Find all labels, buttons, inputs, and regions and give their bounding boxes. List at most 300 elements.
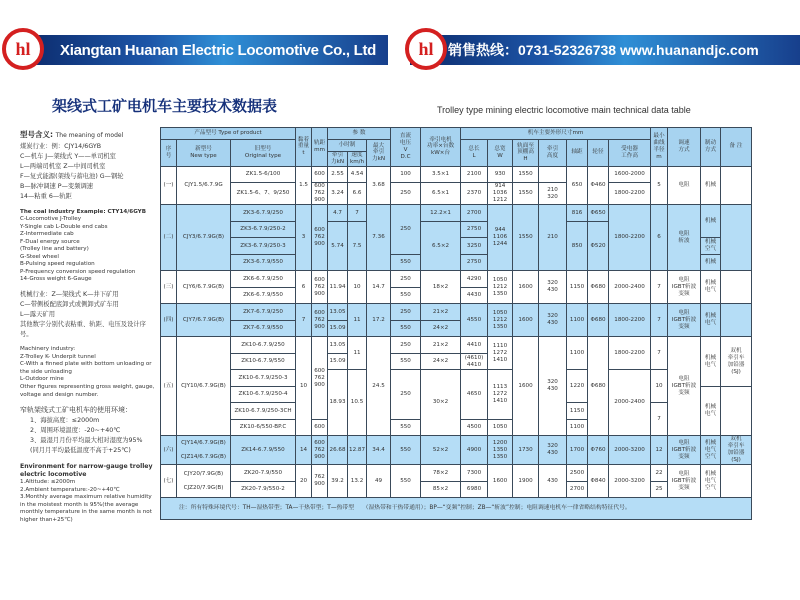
table-cell: 电阻 (668, 166, 701, 204)
table-cell: Φ680 (588, 271, 609, 304)
table-cell: 550 (391, 465, 421, 498)
text-line: 3、最湿月月份平均最大相对湿度为95% (30, 437, 143, 445)
table-cell: 550 (391, 320, 421, 337)
table-cell: 30×2 (421, 370, 461, 436)
table-cell: 1.5 (296, 166, 312, 204)
table-cell: 49 (367, 465, 391, 498)
table-cell: 1113 1272 1410 (488, 370, 513, 420)
table-cell: 4650 (461, 370, 488, 420)
table-cell: 1600 (513, 304, 539, 337)
table-cell: 11 (348, 337, 367, 370)
machinery-cn (20, 290, 157, 340)
table-cell: 1600 (513, 271, 539, 304)
table-cell: 600 762 900 (312, 337, 328, 420)
table-cell: Φ680 (588, 337, 609, 436)
table-cell: 210 320 (539, 183, 567, 205)
table-cell: ZK6-6.7.9/250 (231, 271, 296, 288)
table-row (161, 304, 752, 321)
text-line: (同月月平均最低温度不高于+25℃) (30, 447, 131, 455)
table-cell (721, 205, 752, 271)
table-cell: ZK10-6.7.9/250-3 (231, 370, 296, 387)
table-cell: 4.7 (328, 205, 348, 222)
table-cell: 7 (651, 271, 668, 304)
table-cell: CJY3/6.7.9G(B) (177, 205, 231, 271)
table-cell: 3 (296, 205, 312, 271)
table-cell: Φ460 (588, 166, 609, 204)
heading-cn: 型号含义: (20, 130, 53, 139)
table-cell: ZK7-6.7.9/550 (231, 320, 296, 337)
table-cell: 7 (651, 403, 668, 436)
table-cell: 电阻 IGBT斩波 变频 (668, 271, 701, 304)
column-header: 机车主要外形尺寸mm (461, 128, 651, 140)
table-cell: 1100 (567, 337, 588, 370)
column-header: 调速 方式 (668, 128, 701, 167)
table-cell: 4900 (461, 436, 488, 465)
table-cell: 1800-2200 (609, 337, 651, 370)
table-body (161, 166, 752, 519)
table-cell: 电阻 IGBT斩波 变频 (668, 436, 701, 465)
table-cell: ZK20-7.9/550 (231, 465, 296, 482)
hotline-text: 销售热线：0731-52326738 www.huanandjc.com (448, 42, 759, 58)
column-header: 备 注 (721, 128, 752, 167)
table-cell: Φ760 (588, 436, 609, 465)
table-cell: 7 (348, 205, 367, 222)
text-line: C—机车 J—架线式 Y——单司机室 (20, 153, 116, 161)
company-logo: hl (2, 28, 44, 70)
table-cell: 1050 1212 1350 (488, 304, 513, 337)
table-cell: 双机 牵引车 加铅器 (SJ) (721, 436, 752, 465)
table-cell: 21×2 (421, 337, 461, 354)
table-cell: Φ650 (588, 205, 609, 222)
column-header: 总宽 W (488, 140, 513, 167)
header-row (161, 128, 752, 140)
table-cell: 12.2×1 (421, 205, 461, 222)
table-cell: 2750 (461, 221, 488, 238)
table-cell: 2000-2400 (609, 271, 651, 304)
table-cell: 816 (567, 205, 588, 222)
column-header: 直流 电压 V D.C (391, 128, 421, 167)
table-cell: ZK3-6.7.9/250-2 (231, 221, 296, 238)
text-line: F-Dual energy source (20, 238, 80, 245)
table-cell: 14 (296, 436, 312, 465)
text-line: F—复式能源(架线与蓄电池) G—钢轮 (20, 173, 124, 181)
table-cell: 12 (651, 436, 668, 465)
table-cell: (二) (161, 205, 177, 271)
column-header: 小时制 (328, 140, 367, 152)
table-cell: 52×2 (421, 436, 461, 465)
table-cell: CJY20/7.9G(B) CJZ20/7.9G(B) (177, 465, 231, 498)
text-line: 2、周围环境温度：-20~+40℃ (30, 427, 121, 435)
table-cell: 7300 (461, 465, 488, 482)
table-row (161, 205, 752, 222)
text-line: Other figures representing gross weight, gauge, voltage and design number. (20, 384, 155, 398)
table-cell: 2700 (461, 205, 488, 222)
table-cell: 600 762 900 (312, 436, 328, 465)
table-cell: CJY1.5/6.7.9G (177, 166, 231, 204)
text-line: B—脉冲调速 P—变频调速 (20, 183, 94, 191)
column-header: 牵引电机 功率×台数 kW×台 (421, 128, 461, 167)
table-cell: 机械 电气 空气 (701, 436, 721, 465)
table-row (161, 465, 752, 482)
table-cell: 210 (539, 205, 567, 271)
table-cell: 944 1106 1244 (488, 205, 513, 271)
table-cell: 1150 (567, 271, 588, 304)
table-cell: 550 (391, 353, 421, 370)
environment-cn (20, 416, 157, 456)
text-line: B-Pulsing speed regulation (20, 261, 95, 268)
table-cell: 1050 1212 1350 (488, 271, 513, 304)
table-cell: 1100 (567, 304, 588, 337)
model-meaning-panel (20, 130, 157, 525)
table-cell: 3.68 (367, 166, 391, 204)
table-cell: ZK10-6.7.9/550 (231, 353, 296, 370)
column-header: 轴距 (567, 140, 588, 167)
table-cell (721, 271, 752, 304)
table-row (161, 271, 752, 288)
column-header: 总长 L (461, 140, 488, 167)
column-header: 产品型号 Type of product (161, 128, 296, 140)
table-cell: 600 (312, 419, 328, 436)
column-header: 牵引 力kN (328, 152, 348, 167)
table-cell: (三) (161, 271, 177, 304)
table-cell: 78×2 (421, 465, 461, 482)
table-cell: 机械 (701, 254, 721, 271)
table-cell: 7 (651, 304, 668, 337)
table-cell: Φ840 (588, 465, 609, 498)
table-note: 注：所有特殊环境代号：TH—湿热带型；TA—干热带型；T—热带型 （湿热带和干热带通用）；BP—“变频”控制；ZB—“斩波”控制；电阻调速电机车一律省略结构特征代号。 (161, 498, 752, 520)
table-cell: 17.2 (367, 304, 391, 337)
table-cell: 机械 电气 (701, 304, 721, 337)
table-cell: 25 (651, 481, 668, 498)
table-cell: CJY6/6.7.9G(B) (177, 271, 231, 304)
table-cell: (四) (161, 304, 177, 337)
table-cell: 1700 (567, 436, 588, 465)
column-header: 受电器 工作高 (609, 140, 651, 167)
text-line: Z-Intermediate cab (20, 231, 74, 238)
table-cell: 1600 (513, 337, 539, 436)
table-cell: 6.5×2 (421, 221, 461, 271)
table-cell: 1150 (567, 403, 588, 420)
text-line: 其他数字分别代表粘重、轨距、电压及设计序号。 (20, 321, 146, 339)
table-cell: 1550 (513, 205, 539, 271)
table-cell: CJY10/6.7.9G(B) (177, 337, 231, 436)
table-cell: 250 (391, 271, 421, 288)
table-cell: 600 (312, 166, 328, 183)
environment-en-heading: Environment for narrow-gauge trolley electric locomotive (20, 462, 153, 478)
table-cell: 机械 (701, 205, 721, 238)
table-cell: 1220 (567, 370, 588, 403)
table-cell: Φ680 (588, 304, 609, 337)
text-line: 煤炭行业：例：CJY14/6GYB (20, 143, 102, 151)
column-header: 轮径 (588, 140, 609, 167)
text-line: Z-Trolley K- Underpit tunnel (20, 353, 96, 360)
text-line: C-With a finned plate with bottom unloading or the side unloading (20, 361, 152, 375)
table-cell: 100 (391, 166, 421, 183)
table-cell: 24×2 (421, 320, 461, 337)
company-name: Xiangtan Huanan Electric Locomotive Co., Ltd (60, 41, 377, 59)
note-row (161, 498, 752, 520)
table-cell: 85×2 (421, 481, 461, 498)
table-cell: 电阻 IGBT斩波 变频 (668, 465, 701, 498)
table-cell: 20 (296, 465, 312, 498)
table-cell: 5.74 (328, 221, 348, 271)
heading-en: The meaning of model (55, 132, 124, 139)
table-cell: 250 (391, 337, 421, 354)
table-cell: 21×2 (421, 304, 461, 321)
table-cell: 6.5×1 (421, 183, 461, 205)
table-cell: 2500 (567, 465, 588, 482)
table-cell: 4410 (461, 337, 488, 354)
table-cell: 7 (651, 337, 668, 370)
table-cell: 2000-3200 (609, 436, 651, 465)
table-cell: 机械 (701, 166, 721, 204)
table-cell: 2750 (461, 254, 488, 271)
table-cell: 15.09 (328, 353, 348, 370)
table-cell: 320 430 (539, 271, 567, 304)
table-cell: 320 430 (539, 337, 567, 436)
table-cell: ZK6-6.7.9/550 (231, 287, 296, 304)
table-cell: 14.7 (367, 271, 391, 304)
text-line: P-Frequency conversion speed regulation (20, 268, 136, 275)
table-cell: 550 (391, 254, 421, 271)
table-cell: ZK10-6.7.9/250 (231, 337, 296, 354)
table-cell: 3250 (461, 238, 488, 255)
text-line: Machinery industry: (20, 346, 76, 353)
table-cell (721, 304, 752, 337)
text-line: 1.Altitude: ≤2000m (20, 479, 76, 486)
table-cell: ZK10-6.7.9/250-3CH (231, 403, 296, 420)
table-cell: (六) (161, 436, 177, 465)
table-cell: ZK10-6/550-BP.C (231, 419, 296, 436)
table-cell: 1200 1350 1350 (488, 436, 513, 465)
company-logo-right: hl (405, 28, 447, 70)
table-row (161, 370, 752, 387)
table-cell: 320 430 (539, 304, 567, 337)
table-header (161, 128, 752, 167)
table-cell: ZK20-7.9/550-2 (231, 481, 296, 498)
column-header: 轨距 mm (312, 128, 328, 167)
table-cell: ZK3-6.7.9/250 (231, 205, 296, 222)
text-line: L—露天矿用 (20, 311, 55, 319)
table-cell: 850 (567, 221, 588, 271)
table-cell: (五) (161, 337, 177, 436)
table-cell: 22 (651, 465, 668, 482)
table-cell: 机械 电气 (701, 271, 721, 304)
table-cell: 3.5×1 (421, 166, 461, 183)
table-cell: 34.4 (367, 436, 391, 465)
table-cell: 13.2 (348, 465, 367, 498)
column-header: 黏着 重量 t (296, 128, 312, 167)
table-cell: Φ520 (588, 221, 609, 271)
text-line: 3.Monthly average maximum relative humidity in the moistest month is 95%(the average monthly temperature in the same month is not higher than+25℃) (20, 494, 152, 523)
text-line: C—带侧板配底卸式或侧卸式矿车用 (20, 301, 119, 309)
table-cell: 电阻 斩波 (668, 205, 701, 271)
table-cell: ZK14-6.7.9/550 (231, 436, 296, 465)
hotline-banner (410, 35, 800, 65)
table-cell: 4500 (461, 419, 488, 436)
coal-cn (20, 142, 157, 202)
table-row (161, 337, 752, 354)
table-cell: 10 (348, 271, 367, 304)
title-english: Trolley type mining electric locomotive main technical data table (437, 105, 691, 115)
table-cell: 4430 (461, 287, 488, 304)
environment-en (20, 479, 157, 524)
table-row (161, 481, 752, 498)
column-header: 参 数 (328, 128, 391, 140)
column-header: 轨面至 顶棚高 H (513, 140, 539, 167)
text-line: G-Steel wheel (20, 253, 59, 260)
text-line: L-Outdoor mine (20, 376, 64, 383)
company-banner (22, 35, 388, 65)
table-cell: 550 (391, 436, 421, 465)
table-cell: 10.5 (348, 370, 367, 436)
table-cell (721, 465, 752, 498)
table-cell: 电阻 IGBT斩波 变频 (668, 337, 701, 436)
table-cell: 机械 电气 (701, 386, 721, 436)
coal-en-heading: The coal industry Example: CTY14/6GYB (20, 208, 146, 215)
text-line: (Trolley line and battery) (20, 246, 89, 253)
table-cell (721, 166, 752, 204)
table-cell: 7.5 (348, 221, 367, 271)
table-cell: 15.09 (328, 320, 348, 337)
table-cell: 550 (391, 287, 421, 304)
text-line: 1、海拔高度：≤2000m (30, 417, 100, 425)
table-cell: 26.68 (328, 436, 348, 465)
model-meaning-heading (20, 130, 157, 140)
table-cell: 5 (651, 166, 668, 204)
table-cell: 11 (348, 304, 367, 337)
text-line: L—两端司机室 Z—中间司机室 (20, 163, 106, 171)
table-cell: 600 762 900 (312, 183, 328, 205)
table-cell: 4290 (461, 271, 488, 288)
table-cell: 7 (296, 304, 312, 337)
text-line: 机械行业：Z—架线式 K—井下矿用 (20, 290, 119, 298)
table-cell: 24×2 (421, 353, 461, 370)
table-cell: 1550 (513, 166, 539, 183)
table-cell: 1900 (513, 465, 539, 498)
table-cell: 1800-2200 (609, 183, 651, 205)
table-cell: 600 762 900 (312, 304, 328, 337)
table-cell: 机械 空气 (701, 238, 721, 255)
table-cell: ZK3-6.7.9/250-3 (231, 238, 296, 255)
table-cell: ZK1.5-6、7、9/250 (231, 183, 296, 205)
text-line: 2.Ambient temperature:-20~+40℃ (20, 486, 120, 493)
table-cell: 250 (391, 183, 421, 205)
table-cell: 机械 电气 空气 (701, 465, 721, 498)
table-cell: 2370 (461, 183, 488, 205)
table-cell: 机械 电气 (701, 337, 721, 387)
table-cell: 18.93 (328, 370, 348, 436)
table-cell: 7.36 (367, 205, 391, 271)
table-cell: 600 762 900 (312, 205, 328, 271)
table-cell: 10 (651, 370, 668, 403)
coal-en (20, 216, 157, 284)
table-cell: 13.05 (328, 304, 348, 321)
table-cell: 6 (296, 271, 312, 304)
table-cell: 1050 (488, 419, 513, 436)
table-cell: 2100 (461, 166, 488, 183)
table-cell: 6980 (461, 481, 488, 498)
table-cell: 11.94 (328, 271, 348, 304)
table-cell: 1730 (513, 436, 539, 465)
table-cell: 2000-3200 (609, 465, 651, 498)
table-cell: 762 900 (312, 465, 328, 498)
table-cell: 930 (488, 166, 513, 183)
text-line: 14—粘重 6—轨距 (20, 193, 72, 201)
table-row (161, 166, 752, 183)
table-cell: 4550 (461, 304, 488, 337)
table-cell: 600 762 900 (312, 271, 328, 304)
text-line: Y-Single cab L-Double end cabs (20, 223, 108, 230)
table-cell: 4.54 (348, 166, 367, 183)
column-header: 制动 方式 (701, 128, 721, 167)
table-cell: 12.87 (348, 436, 367, 465)
table-cell: (七) (161, 465, 177, 498)
table-cell: 430 (539, 465, 567, 498)
table-cell: 2700 (567, 481, 588, 498)
table-cell: 24.5 (367, 337, 391, 436)
column-header: 最小 曲线 半径 m (651, 128, 668, 167)
table-cell (721, 386, 752, 436)
column-header: 速度 km/h (348, 152, 367, 167)
table-cell: (一) (161, 166, 177, 204)
table-cell: 电阻 IGBT斩波 变频 (668, 304, 701, 337)
machinery-en (20, 346, 157, 399)
text-line: C-Locomotive J-Trolley (20, 216, 82, 223)
text-line: 14-Gross weight 6-Gauge (20, 276, 92, 283)
table-cell: 6 (651, 205, 668, 271)
table-cell: 650 (567, 166, 588, 204)
table-cell: 914 1036 1212 (488, 183, 513, 205)
table-cell: 1110 1272 1410 (488, 337, 513, 370)
table-cell: 1600 (488, 465, 513, 498)
table-cell: 13.05 (328, 337, 348, 354)
table-cell: 1600-2000 (609, 166, 651, 183)
column-header: 序 号 (161, 140, 177, 167)
table-cell: (4610) 4410 (461, 353, 488, 370)
table-cell: 1100 (567, 419, 588, 436)
table-cell: ZK1.5-6/100 (231, 166, 296, 183)
table-cell: 39.2 (328, 465, 348, 498)
table-cell (539, 166, 567, 183)
table-cell: 18×2 (421, 271, 461, 304)
table-cell: CJY7/6.7.9G(B) (177, 304, 231, 337)
table-cell: 1800-2200 (609, 205, 651, 271)
table-cell: 6.6 (348, 183, 367, 205)
table-cell: 2.55 (328, 166, 348, 183)
table-cell: 1550 (513, 183, 539, 205)
environment-cn-heading: 窄轨架线式工矿电机车的使用环境： (20, 406, 132, 415)
table-cell: 2000-2400 (609, 370, 651, 436)
table-cell: ZK7-6.7.9/250 (231, 304, 296, 321)
title-chinese: 架线式工矿电机车主要技术数据表 (52, 97, 278, 115)
table-cell: 1800-2200 (609, 304, 651, 337)
table-cell: 250 (391, 304, 421, 321)
table-row (161, 436, 752, 465)
table-cell: 双机 牵引车 加铅器 (SJ) (721, 337, 752, 387)
table-cell: 320 430 (539, 436, 567, 465)
table-cell: CJY14/6.7.9G(B) CJZ14/6.7.9G(B) (177, 436, 231, 465)
column-header: 旧型号 Original type (231, 140, 296, 167)
table-cell: ZK3-6.7.9/550 (231, 254, 296, 271)
column-header: 新型号 New type (177, 140, 231, 167)
table-cell: 10 (296, 337, 312, 436)
table-cell: ZK10-6.7.9/250-4 (231, 386, 296, 403)
technical-data-table (160, 127, 752, 520)
table-cell: 550 (391, 419, 421, 436)
column-header: 牵引 高度 (539, 140, 567, 167)
table-cell: 3.24 (328, 183, 348, 205)
